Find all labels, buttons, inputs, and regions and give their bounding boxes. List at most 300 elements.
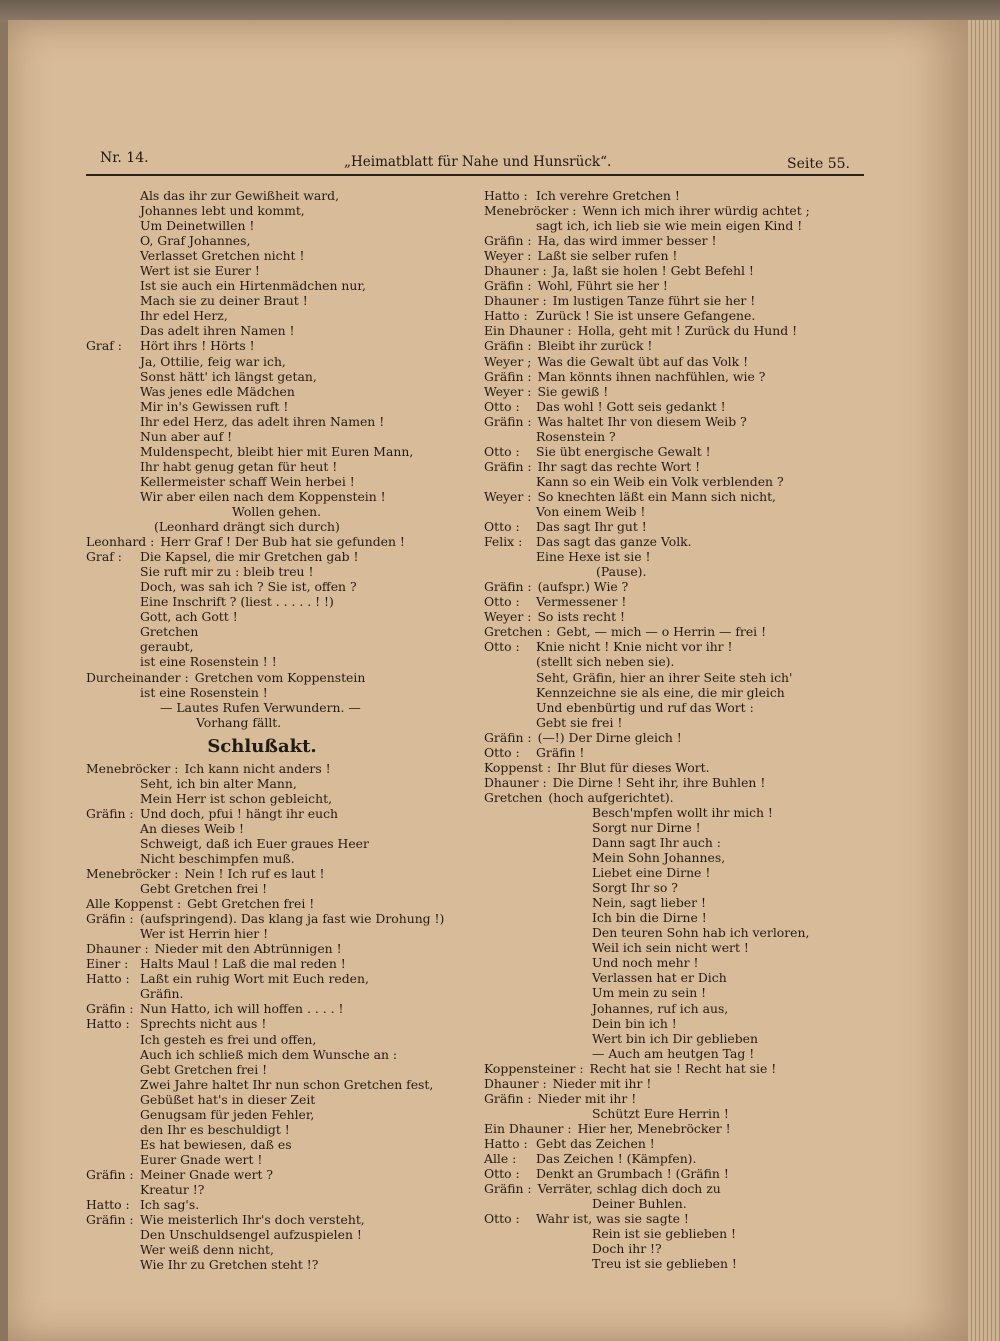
dialogue-line: [484, 1016, 864, 1031]
dialogue-line: [484, 579, 864, 594]
dialogue-text: Wie meisterlich Ihr's doch versteht,: [140, 1212, 365, 1228]
speaker-name: Dhauner :: [484, 1075, 547, 1091]
dialogue-text: Wie Ihr zu Gretchen steht !?: [140, 1257, 319, 1273]
dialogue-text: Gebt, — mich — o Herrin — frei !: [556, 624, 767, 640]
dialogue-text: Deiner Buhlen.: [592, 1196, 687, 1212]
speaker-name: Otto :: [484, 1211, 520, 1227]
speaker-name: Gräfin :: [484, 413, 532, 429]
dialogue-text: Das Zeichen ! (Kämpfen).: [536, 1151, 697, 1166]
speaker-name: Otto :: [484, 639, 520, 655]
dialogue-text: Gretchen: [140, 624, 199, 640]
dialogue-line: [86, 549, 478, 564]
dialogue-text: Das wohl ! Gott seis gedankt !: [536, 398, 726, 414]
dialogue-line: [86, 670, 478, 685]
dialogue-text: Schweigt, daß ich Euer graues Heer: [140, 835, 369, 851]
dialogue-text: Sie übt energische Gewalt !: [536, 443, 711, 459]
dialogue-line: [484, 940, 864, 955]
dialogue-text: Seht, Gräfin, hier an ihrer Seite steh ich': [536, 669, 793, 685]
dialogue-line: [86, 354, 478, 369]
speaker-name: Graf :: [86, 549, 122, 565]
dialogue-text: Was die Gewalt übt auf das Volk !: [537, 353, 749, 369]
dialogue-text: Verlassen hat er Dich: [592, 970, 727, 986]
speaker-name: Gräfin :: [484, 1090, 532, 1106]
speaker-name: Gräfin :: [484, 1181, 532, 1197]
speaker-name: Menebröcker :: [86, 760, 179, 776]
dialogue-text: Nieder mit den Abtrünnigen !: [154, 941, 342, 957]
dialogue-text: Ihr habt genug getan für heut !: [140, 458, 338, 474]
dialogue-line: [86, 489, 478, 504]
dialogue-line: [86, 218, 478, 233]
dialogue-text: Was jenes edle Mädchen: [140, 383, 295, 399]
dialogue-line: [86, 941, 478, 956]
dialogue-text: Sorgt nur Dirne !: [592, 819, 701, 835]
dialogue-text: Sonst hätt' ich längst getan,: [140, 368, 317, 384]
dialogue-text: Ihr Blut für dieses Wort.: [557, 759, 710, 775]
dialogue-line: [484, 534, 864, 549]
dialogue-text: Besch'mpfen wollt ihr mich !: [592, 804, 773, 820]
speaker-name: Gräfin :: [484, 368, 532, 384]
dialogue-text: Gebt das Zeichen !: [536, 1135, 655, 1151]
dialogue-text: Nieder mit ihr !: [537, 1090, 637, 1106]
speaker-name: Dhauner :: [484, 774, 547, 790]
dialogue-line: [86, 1122, 478, 1137]
speaker-name: Otto :: [484, 1166, 520, 1182]
dialogue-text: Dann sagt Ihr auch :: [592, 835, 721, 851]
dialogue-text: Nein, sagt lieber !: [592, 895, 706, 911]
dialogue-text: Den teuren Sohn hab ich verloren,: [592, 925, 810, 941]
dialogue-text: Seht, ich bin alter Mann,: [140, 775, 297, 791]
speaker-name: Durcheinander :: [86, 669, 189, 685]
dialogue-line: [86, 534, 478, 549]
dialogue-line: [86, 1182, 478, 1197]
dialogue-text: Wert bin ich Dir geblieben: [592, 1030, 758, 1046]
dialogue-text: Gebt sie frei !: [536, 714, 623, 730]
speaker-name: Gräfin :: [86, 1212, 134, 1228]
dialogue-text: Sprechts nicht aus !: [140, 1016, 267, 1032]
dialogue-line: [484, 293, 864, 308]
dialogue-text: Ich kann nicht anders !: [184, 760, 331, 776]
dialogue-line: [484, 1046, 864, 1061]
speaker-name: Ein Dhauner :: [484, 1120, 572, 1136]
dialogue-text: Mir in's Gewissen ruft !: [140, 398, 289, 414]
speaker-name: Gretchen :: [484, 624, 551, 640]
dialogue-text: Eine Hexe ist sie !: [536, 549, 651, 565]
header-rule: [86, 174, 864, 176]
dialogue-line: [484, 233, 864, 248]
speaker-name: Dhauner :: [484, 263, 547, 279]
dialogue-line: [484, 895, 864, 910]
dialogue-line: [484, 459, 864, 474]
dialogue-text: Den Unschuldsengel aufzuspielen !: [140, 1227, 362, 1243]
dialogue-text: Ihr sagt das rechte Wort !: [537, 458, 701, 474]
dialogue-line: [484, 624, 864, 639]
speaker-name: Felix :: [484, 534, 523, 550]
dialogue-text: Weil ich sein nicht wert !: [592, 940, 749, 956]
dialogue-line: [484, 609, 864, 624]
dialogue-line: [86, 896, 478, 911]
dialogue-text: Kellermeister schaff Wein herbei !: [140, 473, 355, 489]
dialogue-text: Kann so ein Weib ein Volk verblenden ?: [536, 473, 784, 489]
speaker-name: Hatto :: [484, 1135, 528, 1151]
dialogue-line: [484, 1001, 864, 1016]
speaker-name: Einer :: [86, 956, 129, 972]
dialogue-line: [484, 850, 864, 865]
dialogue-line: [86, 579, 478, 594]
dialogue-line: [484, 730, 864, 745]
dialogue-line: [484, 835, 864, 850]
dialogue-text: Gräfin !: [536, 744, 585, 760]
dialogue-text: (aufspringend). Das klang ja fast wie Drohung !): [140, 911, 445, 927]
dialogue-text: Ich sag's.: [140, 1197, 200, 1213]
dialogue-line: [484, 384, 864, 399]
speaker-name: Gräfin :: [484, 233, 532, 249]
dialogue-text: Wert ist sie Eurer !: [140, 263, 260, 279]
dialogue-text: Ich bin die Dirne !: [592, 910, 707, 926]
act-heading: Schlußakt.: [207, 735, 317, 757]
speaker-name: Menebröcker :: [86, 866, 179, 882]
dialogue-text: Gebt Gretchen frei !: [140, 881, 268, 897]
dialogue-line: [86, 519, 478, 534]
dialogue-line: [484, 399, 864, 414]
dialogue-text: Rein ist sie geblieben !: [592, 1226, 736, 1242]
dialogue-text: O, Graf Johannes,: [140, 233, 251, 249]
dialogue-text: Schützt Eure Herrin !: [592, 1105, 729, 1121]
speaker-name: Gräfin :: [484, 579, 532, 595]
dialogue-line: [484, 1151, 864, 1166]
dialogue-text: Zwei Jahre haltet Ihr nun schon Gretchen fest,: [140, 1076, 434, 1092]
dialogue-line: [86, 459, 478, 474]
dialogue-line: [86, 971, 478, 986]
dialogue-text: Nieder mit ihr !: [552, 1075, 652, 1091]
dialogue-line: [86, 594, 478, 609]
dialogue-line: [86, 1167, 478, 1182]
dialogue-text: den Ihr es beschuldigt !: [140, 1121, 290, 1137]
dialogue-line: [484, 745, 864, 760]
dialogue-text: Hier her, Menebröcker !: [577, 1120, 731, 1136]
dialogue-text: Wer ist Herrin hier !: [140, 926, 269, 942]
dialogue-text: Johannes lebt und kommt,: [140, 203, 305, 219]
speaker-name: Weyer :: [484, 488, 532, 504]
dialogue-line: [484, 775, 864, 790]
dialogue-line: [484, 203, 864, 218]
dialogue-line: [484, 1031, 864, 1046]
dialogue-line: [484, 685, 864, 700]
dialogue-line: [484, 323, 864, 338]
dialogue-line: [86, 851, 478, 866]
dialogue-text: (aufspr.) Wie ?: [537, 579, 629, 595]
dialogue-line: [86, 926, 478, 941]
speaker-name: Weyer :: [484, 248, 532, 264]
dialogue-text: Denkt an Grumbach ! (Gräfin !: [536, 1166, 729, 1182]
dialogue-line: [86, 474, 478, 489]
dialogue-text: Doch, was sah ich ? Sie ist, offen ?: [140, 579, 357, 595]
dialogue-line: [86, 715, 478, 730]
speaker-name: Gräfin :: [86, 1166, 134, 1182]
issue-number: Nr. 14.: [100, 150, 149, 166]
dialogue-line: [86, 564, 478, 579]
dialogue-line: [86, 1242, 478, 1257]
dialogue-text: Ja, Ottilie, feig war ich,: [140, 353, 286, 369]
speaker-name: Koppenst :: [484, 759, 552, 775]
dialogue-line: [86, 806, 478, 821]
dialogue-line: [86, 278, 478, 293]
speaker-name: Koppensteiner :: [484, 1060, 584, 1076]
dialogue-text: — Auch am heutgen Tag !: [592, 1045, 755, 1061]
dialogue-text: Muldenspecht, bleibt hier mit Euren Mann,: [140, 443, 414, 459]
dialogue-text: Ihr edel Herz, das adelt ihren Namen !: [140, 413, 385, 429]
dialogue-line: [484, 880, 864, 895]
dialogue-line: [86, 444, 478, 459]
dialogue-text: ist eine Rosenstein ! !: [140, 654, 277, 670]
dialogue-line: [484, 278, 864, 293]
dialogue-line: [86, 791, 478, 806]
dialogue-line: [484, 1181, 864, 1196]
dialogue-line: [484, 865, 864, 880]
dialogue-line: [484, 504, 864, 519]
dialogue-text: Gretchen vom Koppenstein: [194, 669, 366, 685]
speaker-name: Menebröcker :: [484, 203, 577, 219]
dialogue-text: geraubt,: [140, 639, 194, 655]
speaker-name: Hatto :: [484, 188, 528, 203]
dialogue-line: [484, 369, 864, 384]
dialogue-text: Das sagt Ihr gut !: [536, 519, 647, 535]
dialogue-line: [86, 1032, 478, 1047]
page-stack-edge: [968, 20, 1000, 1341]
dialogue-line: [484, 489, 864, 504]
speaker-name: Gräfin :: [86, 805, 134, 821]
dialogue-text: Nein ! Ich ruf es laut !: [184, 866, 325, 882]
dialogue-line: [86, 1197, 478, 1212]
dialogue-line: [484, 564, 864, 579]
dialogue-text: Es hat bewiesen, daß es: [140, 1136, 292, 1152]
dialogue-line: [484, 715, 864, 730]
speaker-name: Otto :: [484, 594, 520, 610]
book-top-edge: [0, 0, 1000, 22]
dialogue-line: [86, 1092, 478, 1107]
dialogue-line: [484, 670, 864, 685]
dialogue-line: [484, 1226, 864, 1241]
dialogue-line: [484, 925, 864, 940]
dialogue-text: Wer weiß denn nicht,: [140, 1242, 274, 1258]
dialogue-line: [86, 836, 478, 851]
dialogue-text: Knie nicht ! Knie nicht vor ihr !: [536, 639, 733, 655]
dialogue-text: Mein Sohn Johannes,: [592, 850, 726, 866]
dialogue-text: Dein bin ich !: [592, 1015, 677, 1031]
speaker-name: Gräfin :: [484, 458, 532, 474]
dialogue-text: Mach sie zu deiner Braut !: [140, 293, 308, 309]
dialogue-line: [86, 414, 478, 429]
dialogue-line: [484, 1106, 864, 1121]
dialogue-line: [86, 429, 478, 444]
dialogue-text: Laßt ein ruhig Wort mit Euch reden,: [140, 971, 369, 987]
dialogue-line: [484, 820, 864, 835]
dialogue-text: Vermessener !: [536, 594, 627, 610]
dialogue-text: Sie gewiß !: [537, 383, 609, 399]
dialogue-line: [484, 1091, 864, 1106]
dialogue-line: [484, 955, 864, 970]
dialogue-line: [86, 624, 478, 639]
speaker-name: Graf :: [86, 338, 122, 354]
dialogue-line: [86, 338, 478, 353]
dialogue-line: [86, 1077, 478, 1092]
dialogue-line: [484, 1166, 864, 1181]
dialogue-text: (Pause).: [596, 564, 647, 580]
dialogue-text: Gott, ach Gott !: [140, 609, 238, 625]
dialogue-text: (—!) Der Dirne gleich !: [537, 729, 682, 745]
dialogue-line: [86, 248, 478, 263]
dialogue-line: [86, 911, 478, 926]
dialogue-text: Die Kapsel, die mir Gretchen gab !: [140, 549, 359, 565]
dialogue-text: Meiner Gnade wert ?: [140, 1166, 274, 1182]
dialogue-text: Rosenstein ?: [536, 428, 616, 444]
speaker-name: Leonhard :: [86, 534, 155, 550]
dialogue-text: Ich verehre Gretchen !: [536, 188, 680, 203]
dialogue-text: Wahr ist, was sie sagte !: [536, 1211, 689, 1227]
speaker-name: Ein Dhauner :: [484, 323, 572, 339]
dialogue-text: Gräfin.: [140, 986, 184, 1002]
dialogue-line: [86, 986, 478, 1001]
speaker-name: Gräfin :: [86, 911, 134, 927]
dialogue-text: Ist sie auch ein Hirtenmädchen nur,: [140, 278, 366, 294]
dialogue-line: [484, 760, 864, 775]
dialogue-line: [484, 985, 864, 1000]
dialogue-line: [484, 429, 864, 444]
speaker-name: Dhauner :: [484, 293, 547, 309]
dialogue-line: [86, 369, 478, 384]
dialogue-text: Eurer Gnade wert !: [140, 1151, 263, 1167]
dialogue-line: [484, 805, 864, 820]
dialogue-text: Auch ich schließ mich dem Wunsche an :: [140, 1046, 398, 1062]
dialogue-line: [484, 700, 864, 715]
right-column: [484, 188, 864, 1271]
speaker-name: Weyer :: [484, 609, 532, 625]
dialogue-text: Gebt Gretchen frei !: [187, 896, 315, 912]
dialogue-text: Wollen gehen.: [232, 503, 322, 519]
dialogue-text: Bleibt ihr zurück !: [537, 338, 653, 354]
dialogue-line: [484, 474, 864, 489]
speaker-name: Hatto :: [484, 308, 528, 324]
dialogue-text: Johannes, ruf ich aus,: [592, 1000, 729, 1016]
speaker-name: Otto :: [484, 519, 520, 535]
left-column: [86, 188, 478, 1272]
page-number: Seite 55.: [787, 156, 850, 172]
dialogue-text: Ja, laßt sie holen ! Gebt Befehl !: [552, 263, 754, 279]
dialogue-line: [86, 308, 478, 323]
dialogue-text: Um Deinetwillen !: [140, 218, 255, 234]
dialogue-line: [86, 293, 478, 308]
dialogue-text: Holla, geht mit ! Zurück du Hund !: [577, 323, 798, 339]
dialogue-line: [86, 1047, 478, 1062]
dialogue-line: [86, 323, 478, 338]
dialogue-line: [86, 1212, 478, 1227]
dialogue-text: Im lustigen Tanze führt sie her !: [552, 293, 756, 309]
dialogue-text: Man könnts ihnen nachfühlen, wie ?: [537, 368, 766, 384]
dialogue-line: [484, 519, 864, 534]
dialogue-line: [86, 263, 478, 278]
speaker-name: Otto :: [484, 398, 520, 414]
dialogue-line: [86, 203, 478, 218]
dialogue-line: [86, 1001, 478, 1016]
dialogue-line: [86, 1016, 478, 1031]
dialogue-line: [86, 1227, 478, 1242]
dialogue-line: [86, 956, 478, 971]
dialogue-text: Ich gesteh es frei und offen,: [140, 1031, 317, 1047]
dialogue-text: Die Dirne ! Seht ihr, ihre Buhlen !: [552, 774, 766, 790]
dialogue-text: Halts Maul ! Laß die mal reden !: [140, 956, 346, 972]
dialogue-line: [86, 384, 478, 399]
dialogue-text: Ihr edel Herz,: [140, 308, 228, 324]
dialogue-text: Und noch mehr !: [592, 955, 699, 971]
dialogue-text: Gebt Gretchen frei !: [140, 1061, 268, 1077]
speaker-name: Gräfin :: [484, 338, 532, 354]
dialogue-line: [484, 354, 864, 369]
speaker-name: Weyer :: [484, 383, 532, 399]
dialogue-line: [86, 1152, 478, 1167]
dialogue-text: (stellt sich neben sie).: [536, 654, 675, 670]
dialogue-line: [86, 504, 478, 519]
dialogue-text: Recht hat sie ! Recht hat sie !: [589, 1060, 777, 1076]
dialogue-text: Laßt sie selber rufen !: [537, 248, 678, 264]
dialogue-line: [484, 1256, 864, 1271]
speaker-name: Dhauner :: [86, 941, 149, 957]
dialogue-text: Treu ist sie geblieben !: [592, 1256, 737, 1272]
dialogue-text: Ha, das wird immer besser !: [537, 233, 717, 249]
dialogue-line: [86, 639, 478, 654]
dialogue-line: [484, 654, 864, 669]
dialogue-text: Und doch, pfui ! hängt ihr euch: [140, 805, 339, 821]
dialogue-line: [484, 188, 864, 203]
dialogue-line: [86, 399, 478, 414]
dialogue-text: Sorgt Ihr so ?: [592, 880, 678, 896]
dialogue-text: ist eine Rosenstein !: [140, 684, 268, 700]
dialogue-line: [484, 1061, 864, 1076]
dialogue-line: [86, 776, 478, 791]
dialogue-text: Das adelt ihren Namen !: [140, 323, 295, 339]
dialogue-line: [484, 549, 864, 564]
dialogue-line: [86, 188, 478, 203]
dialogue-line: [484, 263, 864, 278]
dialogue-text: Vorhang fällt.: [196, 714, 282, 730]
dialogue-line: [484, 1121, 864, 1136]
dialogue-text: — Lautes Rufen Verwundern. —: [160, 699, 361, 715]
dialogue-text: Das sagt das ganze Volk.: [536, 534, 692, 550]
dialogue-line: [484, 1196, 864, 1211]
dialogue-line: [86, 609, 478, 624]
dialogue-line: [484, 970, 864, 985]
dialogue-line: [86, 821, 478, 836]
dialogue-text: Wohl, Führt sie her !: [537, 278, 668, 294]
dialogue-text: Als das ihr zur Gewißheit ward,: [140, 188, 340, 203]
dialogue-text: Zurück ! Sie ist unsere Gefangene.: [536, 308, 756, 324]
dialogue-line: [86, 1107, 478, 1122]
dialogue-text: Eine Inschrift ? (liest . . . . . ! !): [140, 594, 334, 610]
dialogue-text: Wenn ich mich ihrer würdig achtet ;: [582, 203, 810, 219]
dialogue-text: (Leonhard drängt sich durch): [154, 519, 340, 535]
dialogue-text: Um mein zu sein !: [592, 985, 707, 1001]
dialogue-line: [484, 414, 864, 429]
speaker-name: Gretchen: [484, 789, 543, 805]
dialogue-text: Verlasset Gretchen nicht !: [140, 248, 305, 264]
dialogue-text: Wir aber eilen nach dem Koppenstein !: [140, 488, 386, 504]
dialogue-line: [484, 444, 864, 459]
dialogue-line: [484, 1136, 864, 1151]
dialogue-line: [86, 881, 478, 896]
dialogue-line: [86, 700, 478, 715]
speaker-name: Gräfin :: [484, 729, 532, 745]
dialogue-text: Gebüßet hat's in dieser Zeit: [140, 1091, 316, 1107]
dialogue-text: Kreatur !?: [140, 1182, 205, 1197]
dialogue-text: An dieses Weib !: [140, 820, 244, 836]
